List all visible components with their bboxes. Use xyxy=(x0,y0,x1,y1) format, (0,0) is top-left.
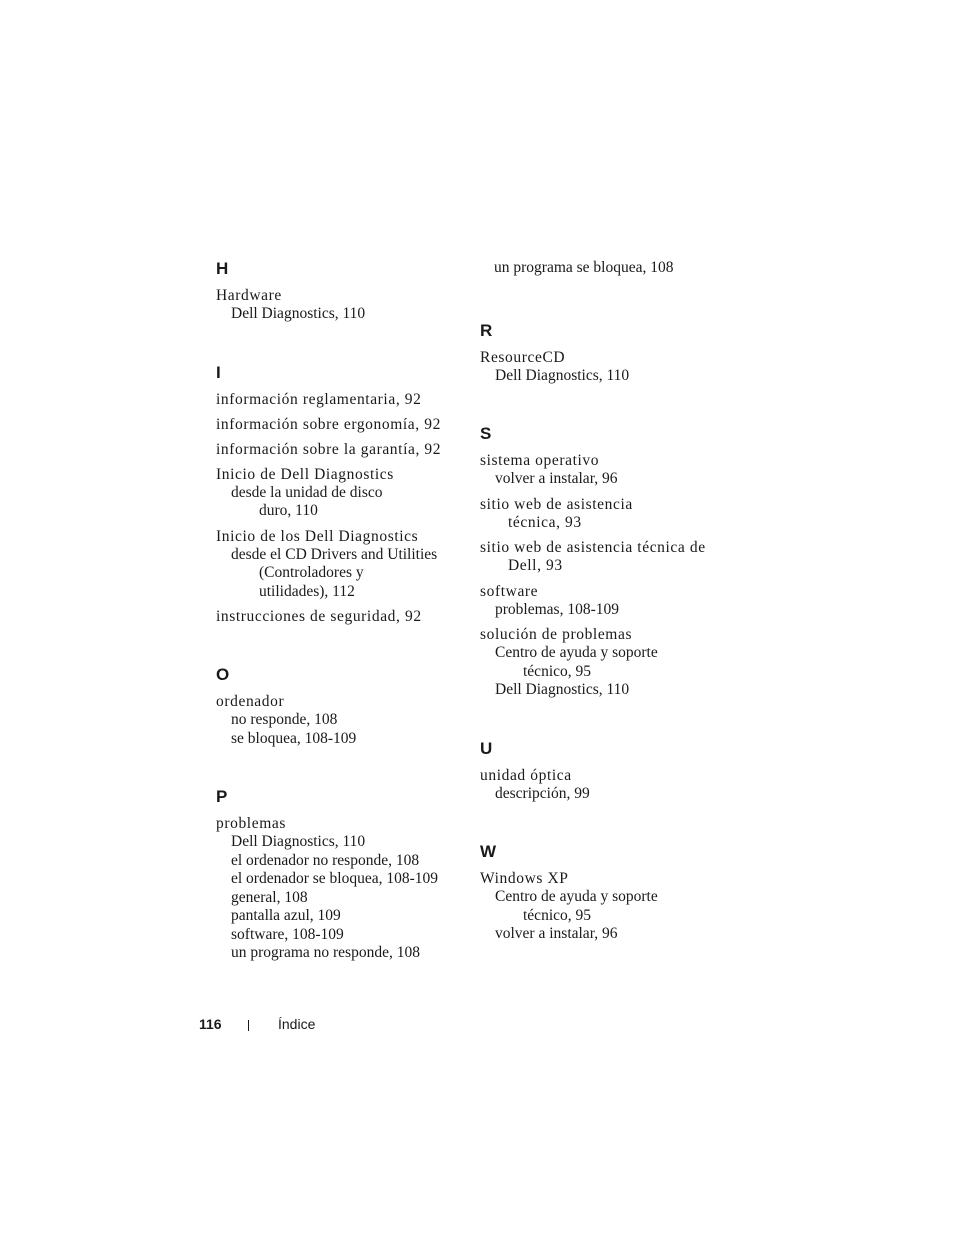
index-subentry-text: desde la unidad de disco xyxy=(231,483,383,501)
index-subentry-text: se bloquea, 108-109 xyxy=(231,729,357,747)
index-subentry-text: descripción, 99 xyxy=(495,784,590,802)
index-subentry-text: volver a instalar, 96 xyxy=(495,925,618,942)
index-term: Inicio de los Dell Diagnostics xyxy=(216,527,419,545)
index-subentry xyxy=(216,852,466,871)
footer-section-title: Índice xyxy=(278,1016,316,1032)
index-term: sitio web de asistencia técnica de xyxy=(480,539,706,556)
index-section-h xyxy=(216,258,466,324)
index-section-r xyxy=(480,320,730,386)
index-section-o xyxy=(216,664,466,748)
index-entry xyxy=(480,767,730,804)
index-entry xyxy=(480,870,730,944)
index-subentry xyxy=(216,889,466,908)
index-subentry xyxy=(480,601,730,620)
index-subentry xyxy=(216,730,466,749)
index-term-continuation xyxy=(480,557,730,576)
index-subentry xyxy=(480,925,730,944)
index-letter-heading: I xyxy=(216,362,221,382)
index-subentry-text: el ordenador no responde, 108 xyxy=(231,851,420,869)
index-section-p xyxy=(216,786,466,963)
index-letter-heading: O xyxy=(216,665,230,684)
index-subentry xyxy=(216,926,466,945)
index-subentry-text: Dell Diagnostics, 110 xyxy=(231,833,366,850)
index-subentry xyxy=(480,681,730,700)
index-term-continuation-text: Dell, 93 xyxy=(508,557,563,574)
index-column-left xyxy=(216,258,466,1001)
index-subentry xyxy=(480,367,730,386)
index-subentry-text: general, 108 xyxy=(231,888,308,906)
index-letter-heading: S xyxy=(480,424,492,443)
index-entry xyxy=(480,452,730,489)
index-entry xyxy=(480,496,730,533)
index-term: ResourceCD xyxy=(480,348,566,366)
index-term: sistema operativo xyxy=(480,452,600,469)
footer-separator xyxy=(248,1020,249,1031)
index-subentry xyxy=(216,305,466,324)
index-term: información sobre la garantía, 92 xyxy=(216,440,442,458)
index-subentry xyxy=(480,644,730,681)
index-subentry xyxy=(216,907,466,926)
index-subentry-continuation: duro, 110 xyxy=(259,502,318,519)
index-entry xyxy=(216,815,466,963)
index-subentry xyxy=(216,833,466,852)
index-subentry-text: Centro de ayuda y soporte xyxy=(495,644,658,661)
index-term: software xyxy=(480,582,539,600)
index-letter-heading: W xyxy=(480,842,497,861)
index-subentry-continuation: (Controladores y xyxy=(259,564,364,581)
index-term: sitio web de asistencia xyxy=(480,495,633,513)
index-subentry-continuation: técnico, 95 xyxy=(523,662,592,680)
index-term: Hardware xyxy=(216,287,282,304)
index-term: información sobre ergonomía, 92 xyxy=(216,415,441,433)
index-subentry-text: Centro de ayuda y soporte xyxy=(495,888,658,905)
index-subentry-text: no responde, 108 xyxy=(231,711,338,728)
index-entry xyxy=(216,608,466,626)
index-letter-heading: P xyxy=(216,787,228,806)
index-subentry-text: pantalla azul, 109 xyxy=(231,907,341,924)
index-subentry-text: problemas, 108-109 xyxy=(495,600,619,618)
index-subentry xyxy=(216,546,466,602)
index-subentry-text: Dell Diagnostics, 110 xyxy=(231,305,366,322)
index-term: solución de problemas xyxy=(480,626,633,643)
index-continued-subentry: un programa se bloquea, 108 xyxy=(494,259,674,276)
index-column-right xyxy=(480,258,730,982)
index-subentry xyxy=(480,470,730,489)
index-subentry-text: Dell Diagnostics, 110 xyxy=(495,681,630,698)
index-subentry xyxy=(216,944,466,963)
index-entry xyxy=(216,416,466,434)
index-entry xyxy=(480,539,730,576)
index-term: información reglamentaria, 92 xyxy=(216,390,422,408)
index-letter-heading: R xyxy=(480,320,493,340)
index-subentry-text: desde el CD Drivers and Utilities xyxy=(231,545,438,563)
index-subentry xyxy=(216,711,466,730)
index-entry xyxy=(216,466,466,521)
index-term: problemas xyxy=(216,815,286,832)
index-subentry xyxy=(480,785,730,804)
index-term: unidad óptica xyxy=(480,766,572,784)
index-subentry-text: el ordenador se bloquea, 108-109 xyxy=(231,870,439,887)
index-entry xyxy=(480,583,730,620)
index-letter-heading: U xyxy=(480,738,493,758)
index-subentry xyxy=(216,484,466,521)
index-subentry-text: Dell Diagnostics, 110 xyxy=(495,366,630,384)
index-subentry-continuation: técnico, 95 xyxy=(523,906,592,924)
index-entry xyxy=(216,391,466,409)
index-term: ordenador xyxy=(216,693,285,710)
index-section-i xyxy=(216,362,466,627)
index-subentry-text: volver a instalar, 96 xyxy=(495,470,618,487)
index-subentry-text: software, 108-109 xyxy=(231,925,344,943)
index-section-w xyxy=(480,841,730,944)
index-term: instrucciones de seguridad, 92 xyxy=(216,608,422,625)
page-footer xyxy=(199,1014,315,1034)
index-term-continuation xyxy=(480,514,730,533)
index-term: Inicio de Dell Diagnostics xyxy=(216,465,394,483)
index-entry xyxy=(480,626,730,700)
index-entry xyxy=(216,693,466,748)
index-entry xyxy=(216,287,466,324)
index-letter-heading: H xyxy=(216,259,229,278)
index-term: Windows XP xyxy=(480,870,569,887)
index-subentry xyxy=(216,870,466,889)
index-entry xyxy=(216,528,466,602)
page-number: 116 xyxy=(199,1016,222,1032)
index-entry xyxy=(480,349,730,386)
index-entry xyxy=(216,441,466,459)
index-section-s xyxy=(480,423,730,700)
index-term-continuation-text: técnica, 93 xyxy=(508,513,582,531)
index-subentry-text: un programa no responde, 108 xyxy=(231,944,420,961)
index-subentry xyxy=(480,888,730,925)
index-section-u xyxy=(480,738,730,804)
index-subentry-continuation: utilidades), 112 xyxy=(259,582,355,600)
